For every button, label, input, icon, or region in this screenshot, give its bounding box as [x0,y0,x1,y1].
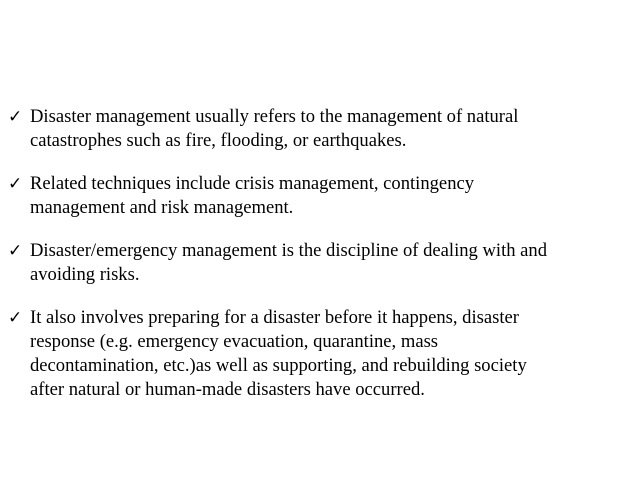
bullet-item [8,306,630,402]
bullet-text-line: avoiding risks. [30,264,140,285]
bullet-text-line: Related techniques include crisis management, contingency [30,173,475,194]
bullet-list [8,105,630,421]
checkmark-icon: ✓ [8,241,23,261]
bullet-text-line: Disaster/emergency management is the discipline of dealing with and [30,240,548,261]
bullet-text-line: management and risk management. [30,197,294,218]
bullet-text-line: after natural or human-made disasters have occurred. [30,379,425,400]
bullet-item [8,172,630,220]
bullet-text-line: response (e.g. emergency evacuation, quarantine, mass [30,331,439,352]
bullet-text-line: Disaster management usually refers to the management of natural [30,106,519,127]
bullet-text-line: It also involves preparing for a disaster before it happens, disaster [30,307,519,328]
bullet-text-line: decontamination, etc.)as well as supporting, and rebuilding society [30,355,527,376]
checkmark-icon: ✓ [8,174,23,194]
bullet-item [8,105,630,153]
bullet-text-line: catastrophes such as fire, flooding, or earthquakes. [30,130,407,151]
bullet-item [8,239,630,287]
checkmark-icon: ✓ [8,308,23,328]
checkmark-icon: ✓ [8,107,23,127]
